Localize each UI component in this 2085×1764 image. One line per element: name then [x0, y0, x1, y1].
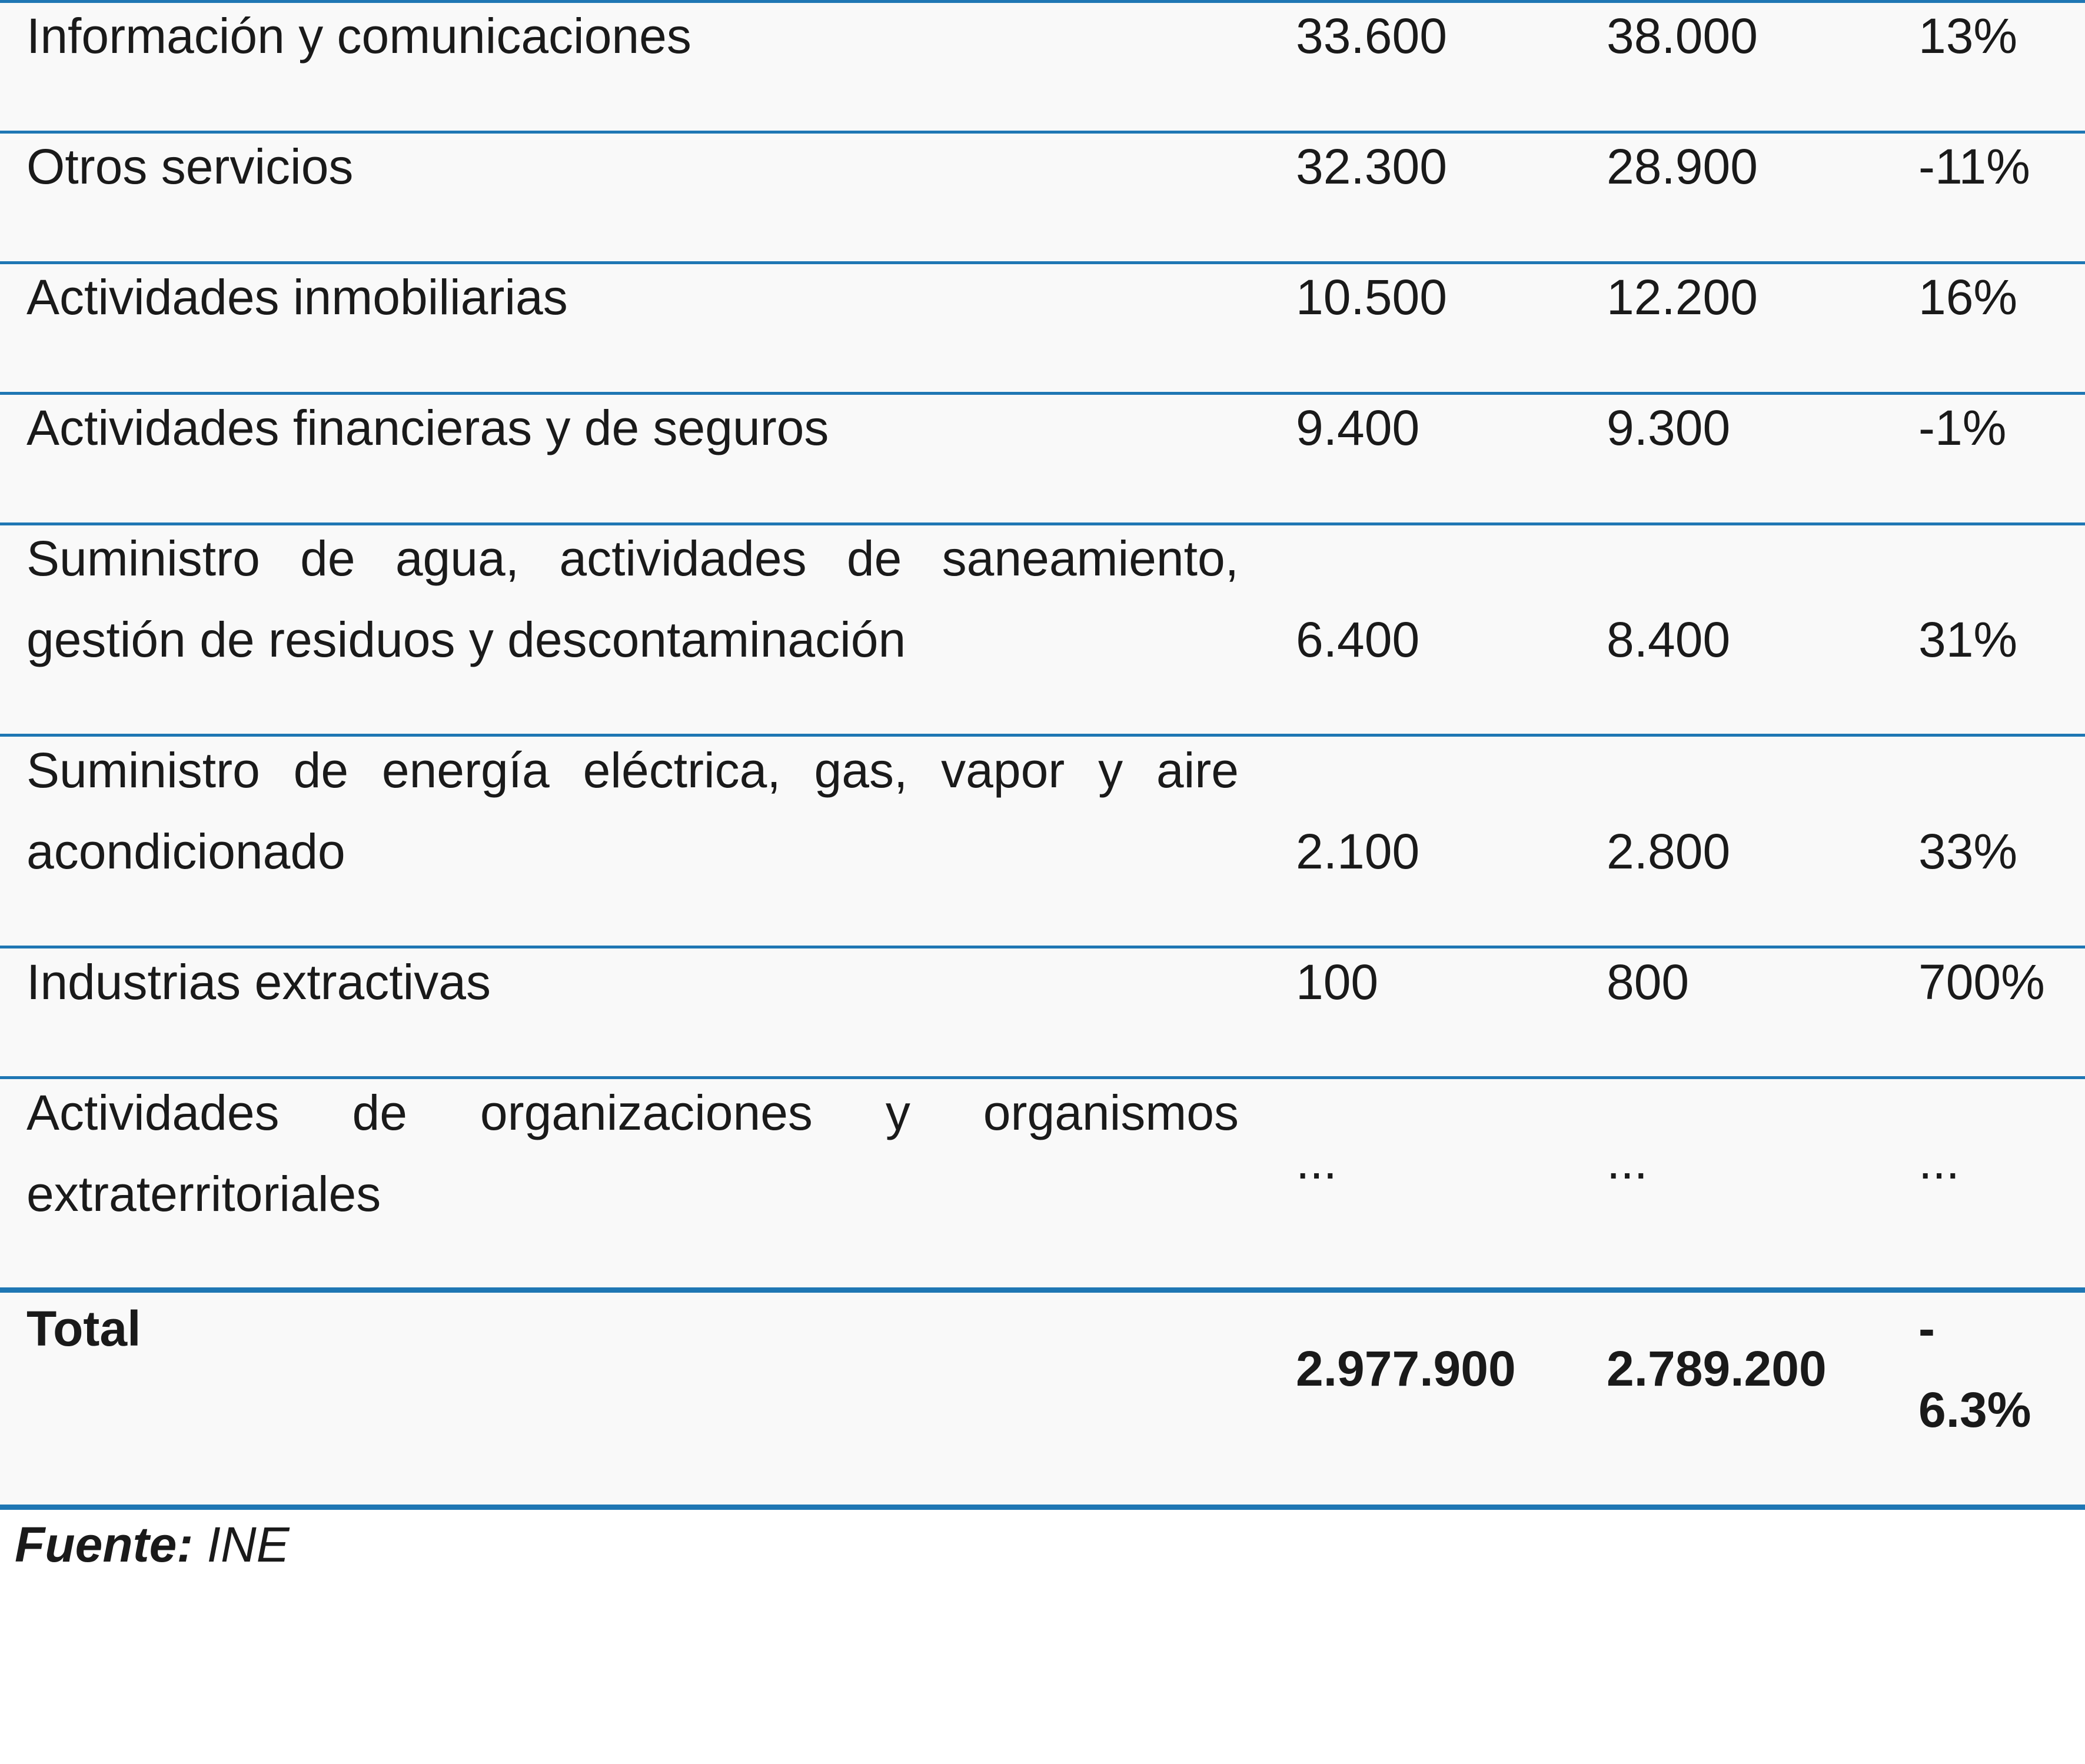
source-note — [15, 1509, 290, 1580]
value-b-cell: ... — [1607, 1134, 1648, 1189]
sector-cell: Industrias extractivas — [26, 954, 491, 1010]
total-change-line2: 6.3% — [1918, 1382, 2031, 1437]
sector-cell: Actividades financieras y de seguros — [26, 400, 829, 455]
value-a-cell: 2.100 — [1296, 824, 1420, 879]
change-cell: ... — [1918, 1134, 1960, 1189]
sector-cell: Actividades inmobiliarias — [26, 269, 568, 325]
change-cell: -11% — [1918, 139, 2030, 194]
change-cell: 700% — [1918, 954, 2045, 1010]
value-b-cell: 9.300 — [1607, 400, 1731, 455]
change-cell: -1% — [1918, 400, 2007, 455]
source-key: Fuente: — [15, 1517, 194, 1572]
total-change-line1: - — [1918, 1301, 1935, 1356]
table-bottom-border — [0, 1505, 2085, 1510]
source-value: INE — [207, 1517, 290, 1572]
sector-cell: Actividades de organizaciones y organismos extraterritoriales — [26, 1085, 1239, 1222]
change-cell: 31% — [1918, 612, 2018, 667]
sector-cell: Información y comunicaciones — [26, 8, 691, 64]
value-b-cell: 800 — [1607, 954, 1690, 1010]
change-cell: 13% — [1918, 8, 2018, 64]
value-a-cell: 10.500 — [1296, 269, 1447, 325]
total-value-a: 2.977.900 — [1296, 1341, 1516, 1396]
sector-cell: Suministro de agua, actividades de saneamiento, gestión de residuos y descontaminación — [26, 531, 1239, 667]
value-a-cell: 100 — [1296, 954, 1379, 1010]
change-cell: 33% — [1918, 824, 2018, 879]
change-cell: 16% — [1918, 269, 2018, 325]
total-label: Total — [26, 1301, 141, 1356]
value-a-cell: 9.400 — [1296, 400, 1420, 455]
sector-cell: Otros servicios — [26, 139, 354, 194]
value-a-cell: 6.400 — [1296, 612, 1420, 667]
sector-cell: Suministro de energía eléctrica, gas, vapor y aire acondicionado — [26, 743, 1239, 879]
value-a-cell: 32.300 — [1296, 139, 1447, 194]
value-b-cell: 12.200 — [1607, 269, 1758, 325]
value-a-cell: 33.600 — [1296, 8, 1447, 64]
value-b-cell: 8.400 — [1607, 612, 1731, 667]
value-a-cell: ... — [1296, 1134, 1338, 1189]
value-b-cell: 2.800 — [1607, 824, 1731, 879]
value-b-cell: 38.000 — [1607, 8, 1758, 64]
value-b-cell: 28.900 — [1607, 139, 1758, 194]
total-value-b: 2.789.200 — [1607, 1341, 1827, 1396]
